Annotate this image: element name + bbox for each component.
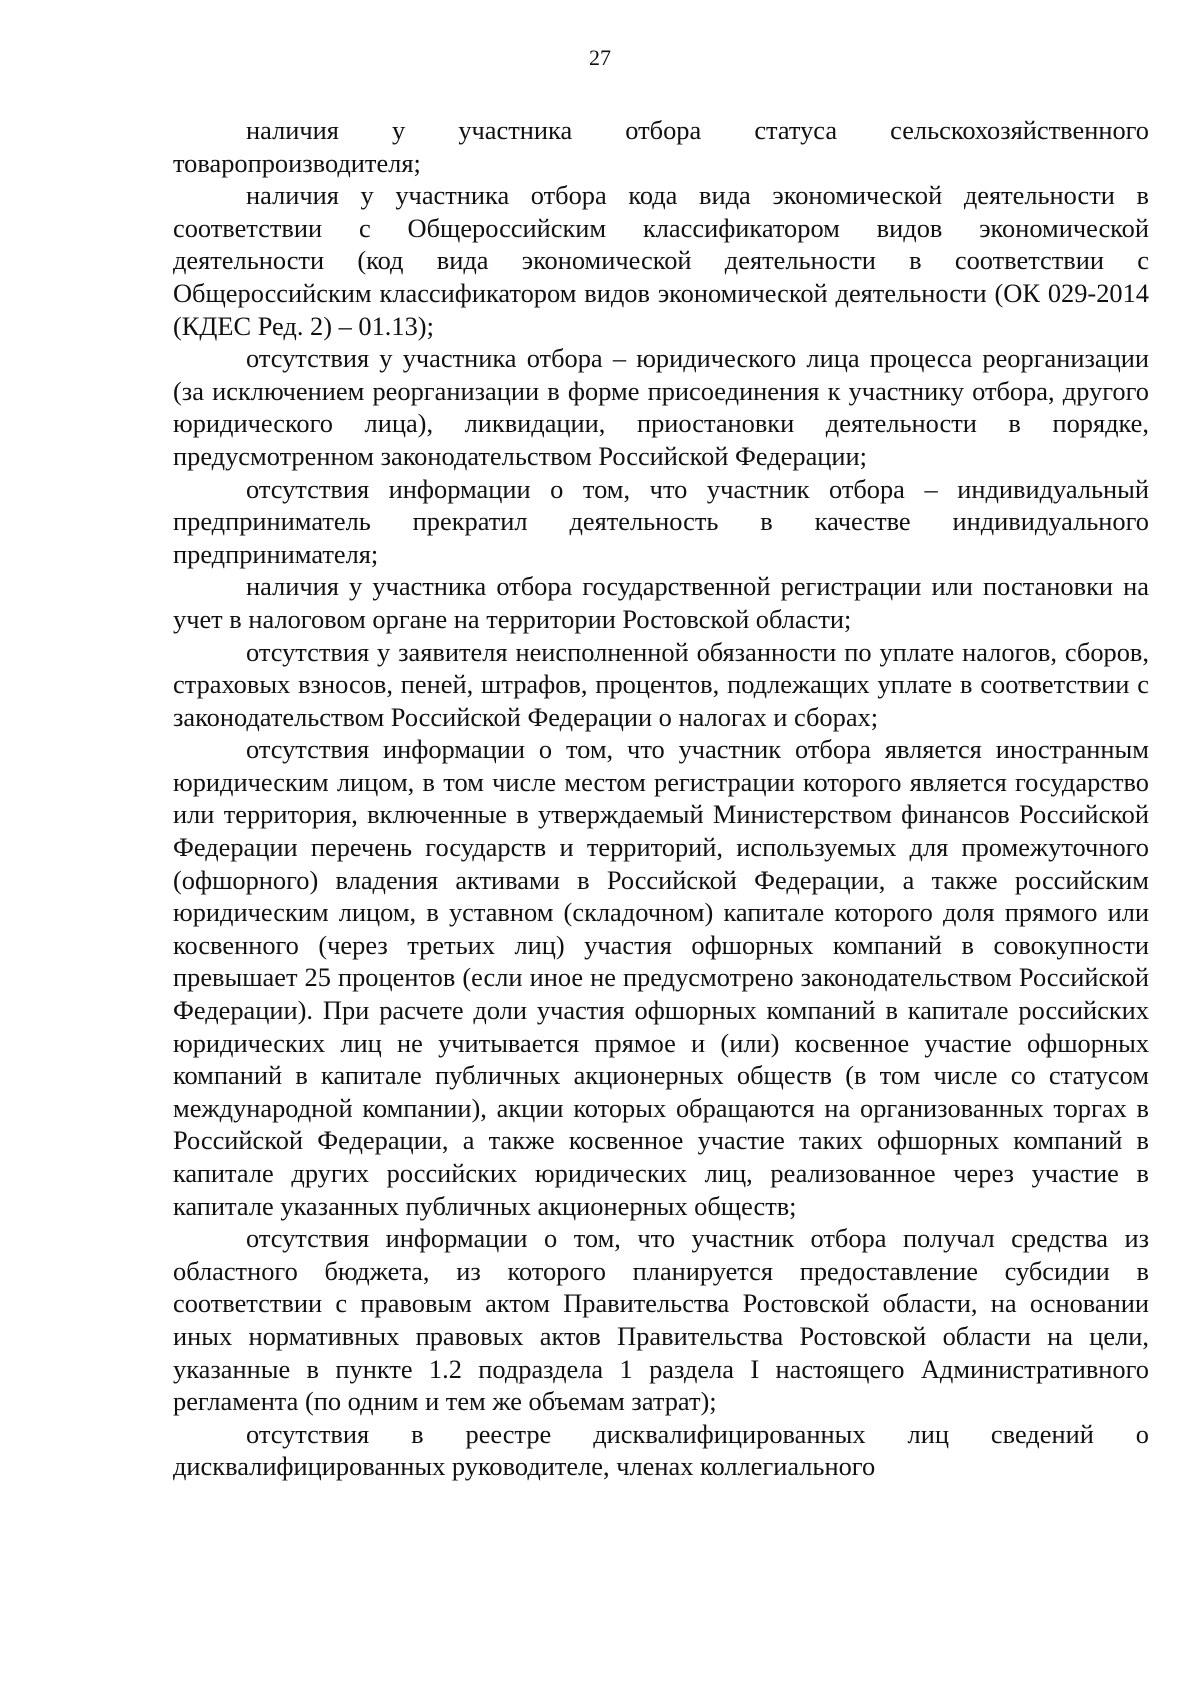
paragraph-no-tax-debt: отсутствия у заявителя неисполненной обязанности по уплате налогов, сборов, страховых взносов, пеней, штрафов, процентов, подлежащих уплате в соответствии с законодательством Российской Федерации о налогах и сборах; bbox=[173, 636, 1149, 732]
paragraph-not-foreign-entity: отсутствия информации о том, что участник отбора является иностранным юридическим лицом, в том числе местом регистрации которого является государство или территория, включенные в утверждаемый Министерством финансов Российской Федерации перечень государств и территорий, используемых для промежуточного (офшорного) владения активами в Российской Федерации, а также российским юридическим лицом, в уставном (складочном) капитале которого доля прямого или косвенного (через третьих лиц) участия офшорных компаний в совокупности превышает 25 процентов (если иное не предусмотрено законодательством Российской Федерации). При расчете доли участия офшорных компаний в капитале российских юридических лиц не учитывается прямое и (или) косвенное участие офшорных компаний в капитале публичных акционерных обществ (в том числе со статусом международной компании), акции которых обращаются на организованных торгах в Российской Федерации, а также косвенное участие таких офшорных компаний в капитале других российских юридических лиц, реализованное через участие в капитале указанных публичных акционерных обществ; bbox=[173, 734, 1149, 1221]
document-body bbox=[173, 114, 1149, 1483]
paragraph-state-registration: наличия у участника отбора государственной регистрации или постановки на учет в налоговом органе на территории Ростовской области; bbox=[173, 571, 1149, 634]
paragraph-agricultural-producer-status: наличия у участника отбора статуса сельскохозяйственного товаропроизводителя; bbox=[173, 115, 1149, 178]
paragraph-economic-activity-code: наличия у участника отбора кода вида экономической деятельности в соответствии с Общероссийским классификатором видов экономической деятельности (код вида экономической деятельности в соответствии с Общероссийским классификатором видов экономической деятельности (ОК 029-2014 (КДЕС Ред. 2) – 01.13); bbox=[173, 180, 1149, 341]
paragraph-no-regional-budget-funds: отсутствия информации о том, что участник отбора получал средства из областного бюджета, из которого планируется предоставление субсидии в соответствии с правовым актом Правительства Ростовской области, на основании иных нормативных правовых актов Правительства Ростовской области на цели, указанные в пункте 1.2 подраздела 1 раздела I настоящего Административного регламента (по одним и тем же объемам затрат); bbox=[173, 1223, 1149, 1417]
paragraph-no-reorganization: отсутствия у участника отбора – юридического лица процесса реорганизации (за исключением реорганизации в форме присоединения к участнику отбора, другого юридического лица), ликвидации, приостановки деятельности в порядке, предусмотренном законодательством Российской Федерации; bbox=[173, 343, 1149, 471]
paragraph-entrepreneur-active: отсутствия информации о том, что участник отбора – индивидуальный предприниматель прекратил деятельность в качестве индивидуального предпринимателя; bbox=[173, 473, 1149, 569]
paragraph-disqualified-persons-registry: отсутствия в реестре дисквалифицированных лиц сведений о дисквалифицированных руководителе, членах коллегиального bbox=[173, 1418, 1149, 1482]
page-number: 27 bbox=[589, 45, 611, 70]
